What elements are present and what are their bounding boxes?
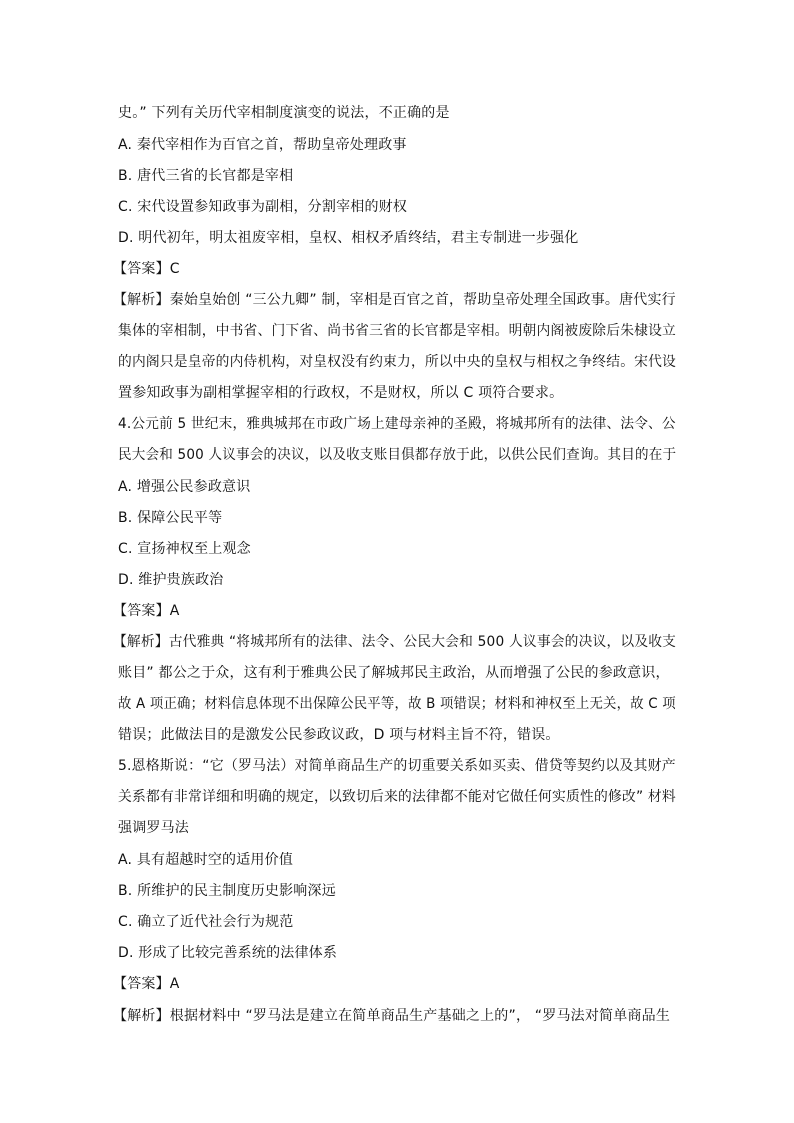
q4-stem-line-1: 4.公元前 5 世纪末，雅典城邦在市政广场上建母亲神的圣殿，将城邦所有的法律、法令、公	[118, 416, 676, 432]
q5-stem-line-2: 关系都有非常详细和明确的规定，以致切后来的法律都不能对它做任何实质性的修改” 材料	[118, 789, 676, 805]
q4-option-b: B. 保障公民平等	[118, 510, 223, 526]
q3-option-b: B. 唐代三省的长官都是宰相	[118, 168, 294, 184]
q5-answer: 【答案】A	[113, 976, 180, 992]
q3-analysis-line-2: 集体的宰相制，中书省、门下省、尚书省三省的长官都是宰相。明朝内阁被废除后朱棣设立	[118, 323, 677, 339]
q5-option-c: C. 确立了近代社会行为规范	[118, 914, 294, 930]
q5-option-a: A. 具有超越时空的适用价值	[118, 852, 294, 868]
q5-option-b: B. 所维护的民主制度历史影响深远	[118, 883, 336, 899]
q4-option-d: D. 维护贵族政治	[118, 572, 224, 588]
q3-option-a: A. 秦代宰相作为百官之首，帮助皇帝处理政事	[118, 137, 407, 153]
q4-answer: 【答案】A	[113, 603, 180, 619]
q4-stem-line-2: 民大会和 500 人议事会的决议，以及收支账目俱都存放于此，以供公民们查询。其目的在于	[118, 447, 677, 463]
q3-analysis-line-1: 【解析】秦始皇始创 “三公九卿” 制，宰相是百官之首，帮助皇帝处理全国政事。唐代实行	[113, 292, 676, 308]
q5-option-d: D. 形成了比较完善系统的法律体系	[118, 945, 338, 961]
q4-analysis-line-1: 【解析】古代雅典 “将城邦所有的法律、法令、公民大会和 500 人议事会的决议，以及收支	[113, 634, 677, 650]
q4-analysis-line-2: 账目” 都公之于众，这有利于雅典公民了解城邦民主政治，从而增强了公民的参政意识，	[118, 665, 670, 681]
q4-option-c: C. 宣扬神权至上观念	[118, 541, 251, 557]
q5-analysis-line-1: 【解析】根据材料中 “罗马法是建立在简单商品生产基础之上的”， “罗马法对简单商品生	[113, 1008, 671, 1024]
q3-option-d: D. 明代初年，明太祖废宰相，皇权、相权矛盾终结，君主专制进一步强化	[118, 230, 579, 246]
q3-option-c: C. 宋代设置参知政事为副相，分割宰相的财权	[118, 199, 408, 215]
q3-analysis-line-3: 的内阁只是皇帝的内侍机构，对皇权没有约束力，所以中央的皇权与相权之争终结。宋代设	[118, 354, 677, 370]
q3-answer: 【答案】C	[113, 261, 180, 277]
q5-stem-line-3: 强调罗马法	[118, 820, 189, 836]
q3-analysis-line-4: 置参知政事为副相掌握宰相的行政权，不是财权，所以 C 项符合要求。	[118, 385, 564, 401]
q4-option-a: A. 增强公民参政意识	[118, 479, 251, 495]
q5-stem-line-1: 5.恩格斯说：“它（罗马法）对简单商品生产的切重要关系如买卖、借贷等契约以及其财产	[118, 758, 676, 774]
q3-stem-tail: 史。” 下列有关历代宰相制度演变的说法，不正确的是	[118, 105, 450, 121]
q4-analysis-line-3: 故 A 项正确；材料信息体现不出保障公民平等，故 B 项错误；材料和神权至上无关，故 C 项	[118, 696, 676, 712]
q4-analysis-line-4: 错误；此做法目的是激发公民参政议政，D 项与材料主旨不符，错误。	[118, 727, 560, 743]
